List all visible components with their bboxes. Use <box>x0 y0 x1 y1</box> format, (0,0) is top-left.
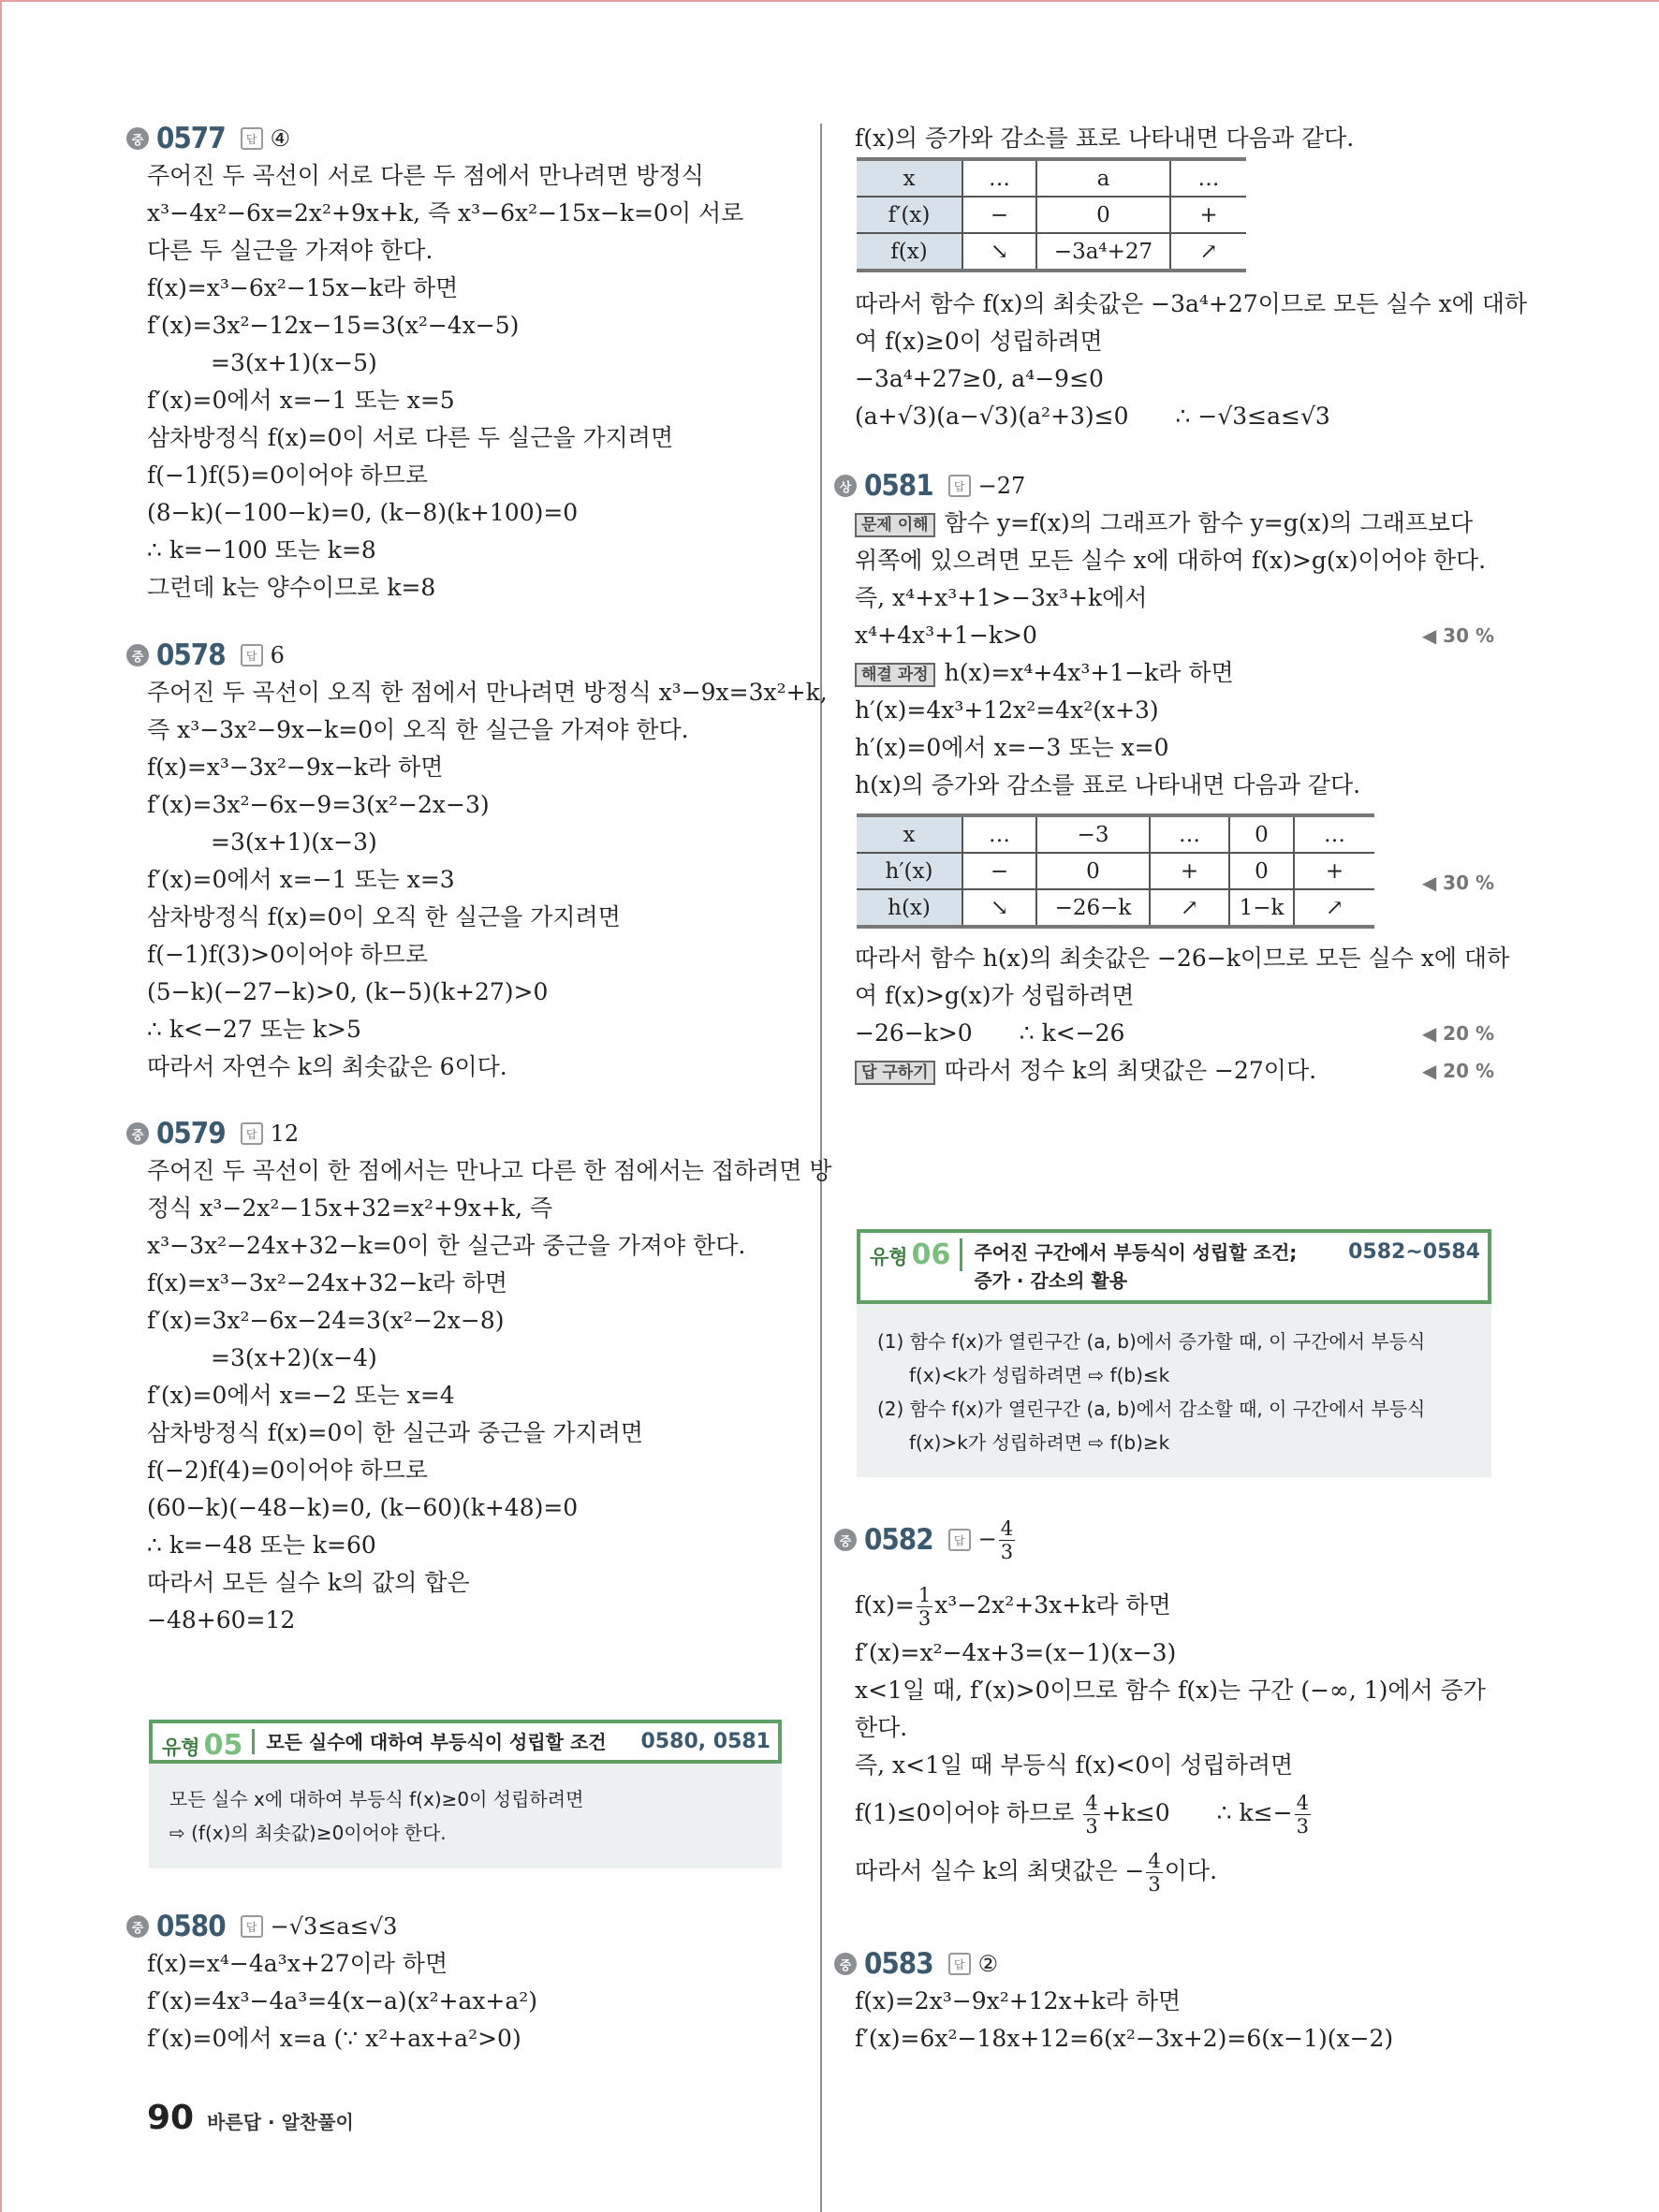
solution-line <box>855 1576 1494 1634</box>
solution <box>834 505 1494 804</box>
type-body-line: f(x)>k가 성립하려면 ⇨ f(b)≥k <box>909 1431 1170 1454</box>
math-text: 다른 두 실근을 가져야 한다. <box>147 237 433 264</box>
solution-line <box>855 940 1510 977</box>
math-text: ∴ k≤− <box>1216 1799 1293 1826</box>
math-text: (a+√3)(a−√3)(a²+3)≤0 <box>855 403 1129 430</box>
problem-header <box>834 1945 1494 1983</box>
problem-number: 0579 <box>156 1117 226 1150</box>
answer-icon: 답 <box>948 1529 971 1551</box>
solution-line <box>855 692 1494 729</box>
solution-line <box>147 899 800 936</box>
math-text: −48+60=12 <box>147 1606 296 1633</box>
math-text: ∴ k=−48 또는 k=60 <box>147 1531 376 1559</box>
math-text: 한다. <box>855 1714 908 1741</box>
fraction <box>1083 1792 1099 1838</box>
denominator: 3 <box>1296 1815 1309 1838</box>
math-text: ∴ k<−27 또는 k>5 <box>147 1016 361 1043</box>
table-cell: 0 <box>1036 853 1150 889</box>
solution-line <box>855 360 1494 398</box>
table-row-header: f(x) <box>857 233 962 271</box>
table-cell: … <box>962 159 1036 197</box>
numerator: 1 <box>918 1584 932 1606</box>
solution-line <box>147 1340 800 1377</box>
type-body-line: (1) 함수 f(x)가 열린구간 (a, b)에서 증가할 때, 이 구간에서 부등식 <box>877 1330 1426 1353</box>
solution-line <box>855 120 1494 157</box>
type-label-text: 유형 <box>162 1736 200 1759</box>
answer-icon: 답 <box>948 1953 971 1975</box>
solution-line <box>147 344 800 382</box>
problem-header <box>834 467 1494 505</box>
solution <box>834 286 1528 435</box>
answer: −27 <box>977 473 1026 499</box>
solution-line <box>855 767 1494 804</box>
type-body-line: (2) 함수 f(x)가 열린구간 (a, b)에서 감소할 때, 이 구간에서 부등식 <box>877 1398 1426 1420</box>
solution-line <box>147 1414 800 1452</box>
solution <box>834 1576 1494 1900</box>
score-percent: ◀ 30 % <box>1421 624 1494 647</box>
problem-number: 0580 <box>156 1910 226 1943</box>
math-text: =3(x+1)(x−5) <box>211 349 377 376</box>
type-header <box>857 1229 1491 1304</box>
problem-0580-continued <box>834 120 1528 435</box>
table-cell: −3 <box>1036 815 1150 853</box>
math-text: 따라서 모든 실수 k의 값의 합은 <box>147 1569 470 1596</box>
solution-line <box>147 1945 800 1983</box>
solution-line <box>147 1527 800 1564</box>
solution-line <box>855 729 1494 767</box>
solution-line <box>147 1983 800 2020</box>
table-cell: … <box>1294 815 1374 853</box>
answer: ④ <box>270 125 291 152</box>
solution-line <box>855 579 1494 617</box>
table-row-header: f′(x) <box>857 197 962 233</box>
solution <box>834 120 1494 157</box>
problem-header <box>126 1908 800 1945</box>
math-text: f(x)=x³−3x²−24x+32−k라 하면 <box>147 1269 508 1296</box>
math-text: f(−1)f(5)=0이어야 하므로 <box>147 461 428 489</box>
math-text: (5−k)(−27−k)>0, (k−5)(k+27)>0 <box>147 978 549 1005</box>
answer: ② <box>977 1951 999 1977</box>
table-cell: ↗ <box>1170 233 1246 271</box>
table-cell: ↘ <box>962 889 1036 927</box>
math-text: f′(x)=0에서 x=−2 또는 x=4 <box>147 1382 455 1409</box>
table-cell: − <box>962 853 1036 889</box>
table-cell: 0 <box>1229 853 1294 889</box>
type-header <box>149 1720 782 1764</box>
problem-number: 0578 <box>156 638 226 672</box>
answer: 6 <box>270 642 285 668</box>
fraction <box>917 1584 932 1630</box>
math-text: 따라서 함수 f(x)의 최솟값은 −3a⁴+27이므로 모든 실수 x에 대하 <box>855 290 1528 317</box>
problem-header <box>126 120 800 157</box>
math-text: h′(x)=0에서 x=−3 또는 x=0 <box>855 734 1169 761</box>
solution-line <box>147 195 800 232</box>
solution <box>126 157 800 607</box>
table-row <box>857 233 1246 271</box>
math-text: 여 f(x)>g(x)가 성립하려면 <box>855 982 1135 1009</box>
table-cell: ↗ <box>1294 889 1374 927</box>
type-body-line: 모든 실수 x에 대하여 부등식 f(x)≥0이 성립하려면 <box>169 1788 584 1810</box>
table-cell: + <box>1170 197 1246 233</box>
math-text: 따라서 자연수 k의 최솟값은 6이다. <box>147 1053 507 1080</box>
difficulty-badge: 중 <box>126 644 149 667</box>
table-row <box>857 889 1374 927</box>
score-percent: ◀ 20 % <box>1421 1060 1494 1082</box>
solution-line <box>147 2020 800 2058</box>
solution-line <box>147 711 800 749</box>
difficulty-badge: 중 <box>126 1122 149 1145</box>
solution-line <box>855 1842 1494 1900</box>
answer-icon: 답 <box>241 127 263 150</box>
solution-line <box>147 1152 832 1190</box>
page-footer <box>147 2099 354 2137</box>
solution-line <box>855 286 1528 323</box>
solution-line <box>855 2020 1494 2058</box>
math-text: 여 f(x)≥0이 성립하려면 <box>855 328 1103 355</box>
solution-line <box>147 1302 800 1340</box>
solution-line <box>147 1489 800 1527</box>
problem-0580 <box>126 1908 800 2058</box>
fraction <box>1146 1850 1162 1896</box>
solution-line <box>147 419 800 457</box>
table-row <box>857 815 1374 853</box>
type-title: 모든 실수에 대하여 부등식이 성립할 조건 <box>266 1730 607 1753</box>
answer-fraction <box>999 1517 1015 1563</box>
math-text: (60−k)(−48−k)=0, (k−60)(k+48)=0 <box>147 1494 579 1521</box>
problem-number: 0583 <box>864 1947 933 1981</box>
type-number: 05 <box>203 1728 243 1762</box>
table-cell: … <box>1150 815 1229 853</box>
math-text: f′(x)=3x²−12x−15=3(x²−4x−5) <box>147 312 520 339</box>
solution-line <box>855 542 1494 579</box>
solution-line <box>147 1564 800 1602</box>
math-text: 함수 y=f(x)의 그래프가 함수 y=g(x)의 그래프보다 <box>944 509 1474 536</box>
math-text: ∴ −√3≤a≤√3 <box>1175 403 1330 430</box>
answer <box>978 1517 1017 1563</box>
solution-line <box>855 1052 1494 1090</box>
table-cell: ↘ <box>962 233 1036 271</box>
page-number: 90 <box>147 2099 195 2137</box>
table-row <box>857 197 1246 233</box>
math-text: 따라서 함수 h(x)의 최솟값은 −26−k이므로 모든 실수 x에 대하 <box>855 945 1510 972</box>
math-text: f(x)=x³−6x²−15x−k라 하면 <box>147 274 459 301</box>
math-text: f′(x)=0에서 x=a (∵ x²+ax+a²>0) <box>147 2025 521 2052</box>
table-cell: − <box>962 197 1036 233</box>
solution <box>126 674 828 1086</box>
answer-icon: 답 <box>241 1915 263 1938</box>
solution-line <box>147 1227 800 1265</box>
problem-0578 <box>126 637 828 1086</box>
denominator: 3 <box>1085 1815 1098 1838</box>
math-text: f′(x)=6x²−18x+12=6(x²−3x+2)=6(x−1)(x−2) <box>855 2025 1394 2052</box>
table-cell: … <box>1170 159 1246 197</box>
problem-number: 0581 <box>864 469 933 503</box>
math-text: f(x)=x³−3x²−9x−k라 하면 <box>147 754 444 781</box>
solution-line <box>147 824 800 861</box>
type-06-box <box>857 1229 1491 1477</box>
math-text: f′(x)=0에서 x=−1 또는 x=5 <box>147 387 455 414</box>
math-text: ∴ k<−26 <box>1019 1019 1125 1047</box>
answer-icon: 답 <box>241 1122 263 1145</box>
math-text: f(1)≤0이어야 하므로 <box>855 1799 1082 1826</box>
math-text: 삼차방정식 f(x)=0이 오직 한 실근을 가지려면 <box>147 903 621 930</box>
variation-table <box>857 157 1246 272</box>
table-row-header: h(x) <box>857 889 962 927</box>
solution-line <box>855 977 1494 1015</box>
solution-line <box>147 307 800 344</box>
math-text: 즉, x<1일 때 부등식 f(x)<0이 성립하려면 <box>855 1751 1294 1779</box>
type-title-line: 주어진 구간에서 부등식이 성립할 조건; <box>974 1241 1298 1264</box>
difficulty-badge: 중 <box>834 1529 857 1551</box>
solution-line <box>147 232 800 270</box>
table-cell: 0 <box>1036 197 1170 233</box>
solution-line <box>855 323 1494 360</box>
math-text: 따라서 실수 k의 최댓값은 − <box>855 1857 1145 1884</box>
solution-line <box>147 569 800 607</box>
math-text: (8−k)(−100−k)=0, (k−8)(k+100)=0 <box>147 499 579 526</box>
problem-header <box>834 1516 1494 1563</box>
type-number: 06 <box>911 1238 951 1271</box>
problem-header <box>126 1115 800 1152</box>
type-title <box>962 1238 1348 1295</box>
math-text: −3a⁴+27≥0, a⁴−9≤0 <box>855 365 1104 392</box>
solution-line <box>855 1983 1494 2020</box>
numerator: 4 <box>1000 1516 1014 1540</box>
problem-0582 <box>834 1516 1494 1900</box>
type-title-line: 증가 · 감소의 활용 <box>974 1269 1128 1292</box>
solution <box>834 1983 1494 2058</box>
table-cell: 0 <box>1229 815 1294 853</box>
math-text: −26−k>0 <box>855 1019 973 1047</box>
problem-number: 0577 <box>156 122 226 155</box>
type-label <box>153 1728 255 1762</box>
fraction <box>1295 1792 1311 1838</box>
math-text: ∴ k=−100 또는 k=8 <box>147 536 376 564</box>
numerator: 4 <box>1085 1792 1098 1814</box>
math-text: f′(x)=3x²−6x−24=3(x²−2x−8) <box>147 1307 505 1334</box>
problem-header <box>126 637 800 674</box>
answer-sign: − <box>977 1525 997 1552</box>
table-row-header: h′(x) <box>857 853 962 889</box>
solution-line <box>147 1602 800 1639</box>
solution-line <box>147 1452 800 1489</box>
math-text: f(−2)f(4)=0이어야 하므로 <box>147 1457 428 1484</box>
solution-line <box>855 1672 1494 1709</box>
math-text: x³−4x²−6x=2x²+9x+k, 즉 x³−6x²−15x−k=0이 서로 <box>147 199 744 227</box>
math-text: 이다. <box>1164 1857 1218 1884</box>
book-title: 바른답 · 알찬풀이 <box>207 2111 354 2133</box>
type-body-line: ⇨ (f(x)의 최솟값)≥0이어야 한다. <box>169 1822 447 1844</box>
solution-line <box>147 861 800 899</box>
answer-icon: 답 <box>241 644 263 667</box>
type-body <box>149 1764 782 1868</box>
type-body-line: f(x)<k가 성립하려면 ⇨ f(b)≤k <box>909 1364 1170 1386</box>
math-text: f(x)=2x³−9x²+12x+k라 하면 <box>855 1987 1182 2014</box>
solution-line <box>147 974 800 1011</box>
solution-line <box>855 505 1494 542</box>
variation-table <box>857 813 1374 929</box>
type-label-text: 유형 <box>870 1246 908 1268</box>
table-row-header: x <box>857 159 962 197</box>
solution-line <box>147 532 800 569</box>
math-text: 주어진 두 곡선이 오직 한 점에서 만나려면 방정식 x³−9x=3x²+k, <box>147 679 828 706</box>
solution-line <box>147 1190 800 1227</box>
math-text: =3(x+1)(x−3) <box>211 828 377 856</box>
solution-line <box>147 936 800 974</box>
solution-line <box>855 1747 1494 1784</box>
math-text: 주어진 두 곡선이 서로 다른 두 점에서 만나려면 방정식 <box>147 162 704 189</box>
math-text: h(x)=x⁴+4x³+1−k라 하면 <box>944 659 1234 686</box>
math-text: x³−2x²+3x+k라 하면 <box>934 1591 1171 1619</box>
math-text: 즉 x³−3x²−9x−k=0이 오직 한 실근을 가져야 한다. <box>147 716 689 743</box>
math-text: x³−3x²−24x+32−k=0이 한 실근과 중근을 가져야 한다. <box>147 1232 746 1259</box>
solution-line <box>855 1784 1494 1842</box>
solution-line <box>855 1709 1494 1747</box>
difficulty-badge: 중 <box>126 1915 149 1938</box>
difficulty-badge: 중 <box>126 127 149 150</box>
table-cell: + <box>1150 853 1229 889</box>
denominator: 3 <box>1148 1873 1161 1896</box>
math-text: f(x)=x⁴−4a³x+27이라 하면 <box>147 1950 448 1977</box>
problem-0583 <box>834 1945 1494 2058</box>
math-text: 즉, x⁴+x³+1>−3x³+k에서 <box>855 584 1148 611</box>
solution-line <box>147 1265 800 1302</box>
solution-line <box>147 270 800 307</box>
table-cell: −3a⁴+27 <box>1036 233 1170 271</box>
math-text: 정식 x³−2x²−15x+32=x²+9x+k, 즉 <box>147 1194 553 1222</box>
problem-0579 <box>126 1115 832 1639</box>
solution-line <box>855 1015 1494 1052</box>
table-cell: a <box>1036 159 1170 197</box>
type-range: 0580, 0581 <box>640 1730 771 1753</box>
math-text: 위쪽에 있으려면 모든 실수 x에 대하여 f(x)>g(x)이어야 한다. <box>855 547 1487 574</box>
math-text: +k≤0 <box>1101 1799 1170 1826</box>
math-text: =3(x+2)(x−4) <box>211 1344 377 1371</box>
score-percent: ◀ 20 % <box>1421 1022 1494 1045</box>
problem-0577 <box>126 120 800 607</box>
answer-icon: 답 <box>948 475 971 497</box>
solution-line <box>147 1377 800 1414</box>
solution-line <box>855 617 1494 654</box>
math-text: x<1일 때, f′(x)>0이므로 함수 f(x)는 구간 (−∞, 1)에서 증가 <box>855 1677 1486 1704</box>
problem-number: 0582 <box>864 1523 933 1557</box>
denominator: 3 <box>918 1607 932 1630</box>
solution-line <box>147 1048 800 1086</box>
math-text: f(−1)f(3)>0이어야 하므로 <box>147 941 428 968</box>
step-tag: 문제 이해 <box>855 513 935 537</box>
table-row <box>857 853 1374 889</box>
type-label <box>860 1238 962 1271</box>
math-text: f′(x)=4x³−4a³=4(x−a)(x²+ax+a²) <box>147 1987 538 2014</box>
solution <box>834 940 1510 1090</box>
math-text: 삼차방정식 f(x)=0이 서로 다른 두 실근을 가지려면 <box>147 424 674 451</box>
numerator: 4 <box>1296 1792 1309 1814</box>
math-text: f′(x)=3x²−6x−9=3(x²−2x−3) <box>147 791 490 818</box>
solution-line <box>147 494 800 532</box>
solution <box>126 1152 832 1639</box>
score-percent: ◀ 30 % <box>1421 872 1494 894</box>
difficulty-badge: 중 <box>834 1953 857 1975</box>
solution-line <box>147 674 828 711</box>
math-text: f(x)의 증가와 감소를 표로 나타내면 다음과 같다. <box>855 125 1355 152</box>
solution-line <box>147 382 800 419</box>
solution <box>126 1945 800 2058</box>
problem-0581 <box>834 467 1510 1090</box>
solution-line <box>147 457 800 494</box>
difficulty-badge: 상 <box>834 475 857 497</box>
table-cell: … <box>962 815 1036 853</box>
type-05-box <box>149 1720 782 1868</box>
math-text: h′(x)=4x³+12x²=4x²(x+3) <box>855 696 1159 724</box>
solution-line <box>147 749 800 786</box>
solution-line <box>147 157 800 195</box>
step-tag: 해결 과정 <box>855 663 935 687</box>
solution-line <box>855 654 1494 692</box>
math-text: 주어진 두 곡선이 한 점에서는 만나고 다른 한 점에서는 접하려면 방 <box>147 1157 832 1184</box>
type-body <box>857 1304 1491 1477</box>
table-row-header: x <box>857 815 962 853</box>
table-cell: 1−k <box>1229 889 1294 927</box>
numerator: 4 <box>1148 1850 1161 1872</box>
answer: −√3≤a≤√3 <box>270 1913 398 1940</box>
solution-line <box>147 786 800 824</box>
table-wrap <box>834 813 1494 929</box>
answer: 12 <box>270 1121 300 1147</box>
table-row <box>857 159 1246 197</box>
denominator: 3 <box>1000 1540 1014 1563</box>
solution-line <box>855 1634 1494 1672</box>
step-tag: 답 구하기 <box>855 1061 935 1085</box>
table-cell: + <box>1294 853 1374 889</box>
math-text: 삼차방정식 f(x)=0이 한 실근과 중근을 가지려면 <box>147 1419 643 1446</box>
math-text: x⁴+4x³+1−k>0 <box>855 622 1037 649</box>
math-text: 그런데 k는 양수이므로 k=8 <box>147 574 436 601</box>
type-range: 0582~0584 <box>1348 1240 1480 1264</box>
math-text: h(x)의 증가와 감소를 표로 나타내면 다음과 같다. <box>855 771 1361 798</box>
math-text: f′(x)=x²−4x+3=(x−1)(x−3) <box>855 1639 1177 1666</box>
math-text: f′(x)=0에서 x=−1 또는 x=3 <box>147 866 455 893</box>
solution-line <box>147 1011 800 1048</box>
table-cell: ↗ <box>1150 889 1229 927</box>
math-text: 따라서 정수 k의 최댓값은 −27이다. <box>944 1057 1317 1084</box>
math-text: f(x)= <box>855 1591 915 1619</box>
solution-line <box>855 398 1494 435</box>
table-cell: −26−k <box>1036 889 1150 927</box>
